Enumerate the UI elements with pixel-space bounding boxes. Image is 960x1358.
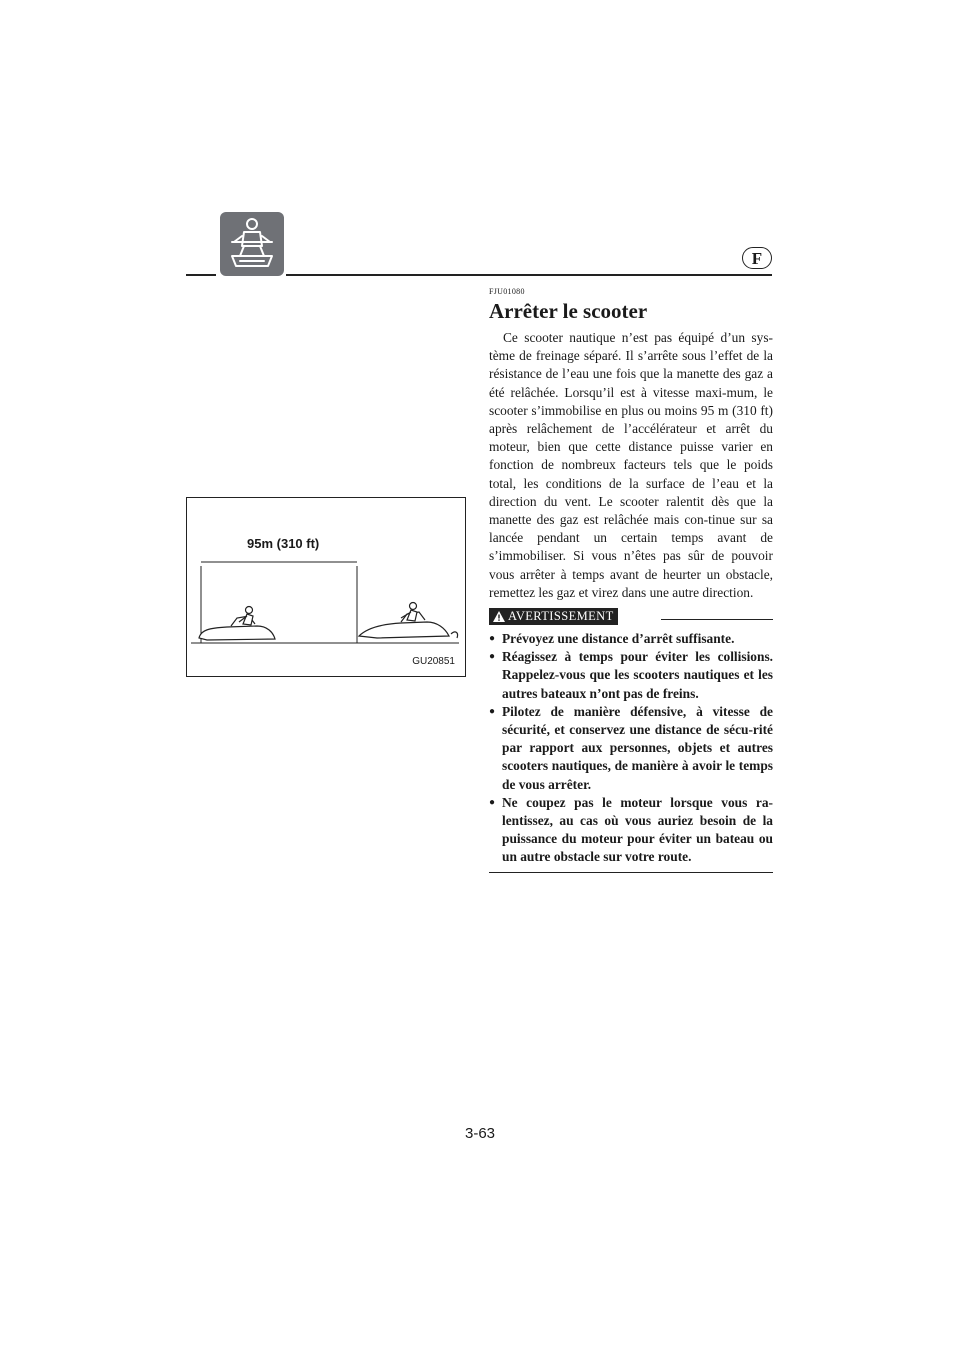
warning-header	[489, 608, 773, 628]
personal-watercraft-rider-icon	[220, 212, 284, 276]
watercraft-right-icon	[359, 603, 458, 639]
watercraft-left-icon	[199, 607, 275, 641]
warning-item-text: Réagissez à temps pour éviter les collisions. Rappelez-vous que les scooters nautiques et les autres bateaux n’ont pas de freins.	[502, 649, 773, 701]
warning-triangle-icon	[493, 611, 505, 622]
section-body: Ce scooter nautique n’est pas équipé d’un sys-tème de freinage séparé. Il s’arrête sous l’effet de la résistance de l’eau une fois que la manette des gaz a été relâchée. Lorsqu’il est à vitesse maxi-mum, le scooter s’immobilise en plus ou moins 95 m (310 ft) après relâchement de l’accélérateur et arrêt du moteur, bien que cette distance puisse varier en fonction de nombreux facteurs tels que le poids total, les conditions de la surface de l’eau et la direction du vent. Le scooter ralentit dès que la manette des gaz est relâchée mais con-tinue sur sa lancée pendant un certain temps avant de s’immobiliser. Si vous n’êtes pas sûr de pouvoir vous arrêter à temps avant de heurter un obstacle, remettez les gaz et virez dans une autre direction.	[489, 330, 773, 600]
warning-item	[489, 630, 773, 648]
warning-rule	[661, 619, 773, 620]
reference-code: FJU01080	[489, 287, 525, 296]
warning-item	[489, 648, 773, 703]
warning-list	[489, 630, 773, 867]
warning-label: AVERTISSEMENT	[508, 609, 614, 624]
header-rule-left	[186, 274, 216, 276]
warning-item-text: Pilotez de manière défensive, à vitesse de sécurité, et conservez une distance de sécu-rité par rapport aux personnes, objets et autres scooters nautiques, de manière à avoir le temps de vous arrêter.	[502, 703, 773, 792]
warning-item-text: Prévoyez une distance d’arrêt suffisante.	[502, 631, 735, 647]
bullet-icon: ●	[489, 796, 496, 808]
warning-item	[489, 794, 773, 867]
warning-label-box	[489, 608, 618, 625]
page-number: 3-63	[464, 1125, 496, 1142]
distance-label: 95m (310 ft)	[247, 536, 320, 551]
warning-item-text: Ne coupez pas le moteur lorsque vous ra-lentissez, au cas où vous auriez besoin de la puissance du moteur pour éviter un bateau ou un autre obstacle sur votre route.	[502, 794, 773, 865]
section-title: Arrêter le scooter	[489, 299, 648, 323]
section-content	[489, 287, 773, 873]
header-rule-right	[286, 274, 772, 276]
language-badge: F	[742, 247, 772, 269]
bullet-icon: ●	[489, 705, 496, 717]
warning-bottom-rule	[489, 872, 773, 873]
warning-item	[489, 703, 773, 794]
figure-code: GU20851	[412, 656, 455, 667]
stopping-distance-figure	[186, 497, 466, 677]
bullet-icon: ●	[489, 651, 496, 663]
bullet-icon: ●	[489, 633, 496, 645]
